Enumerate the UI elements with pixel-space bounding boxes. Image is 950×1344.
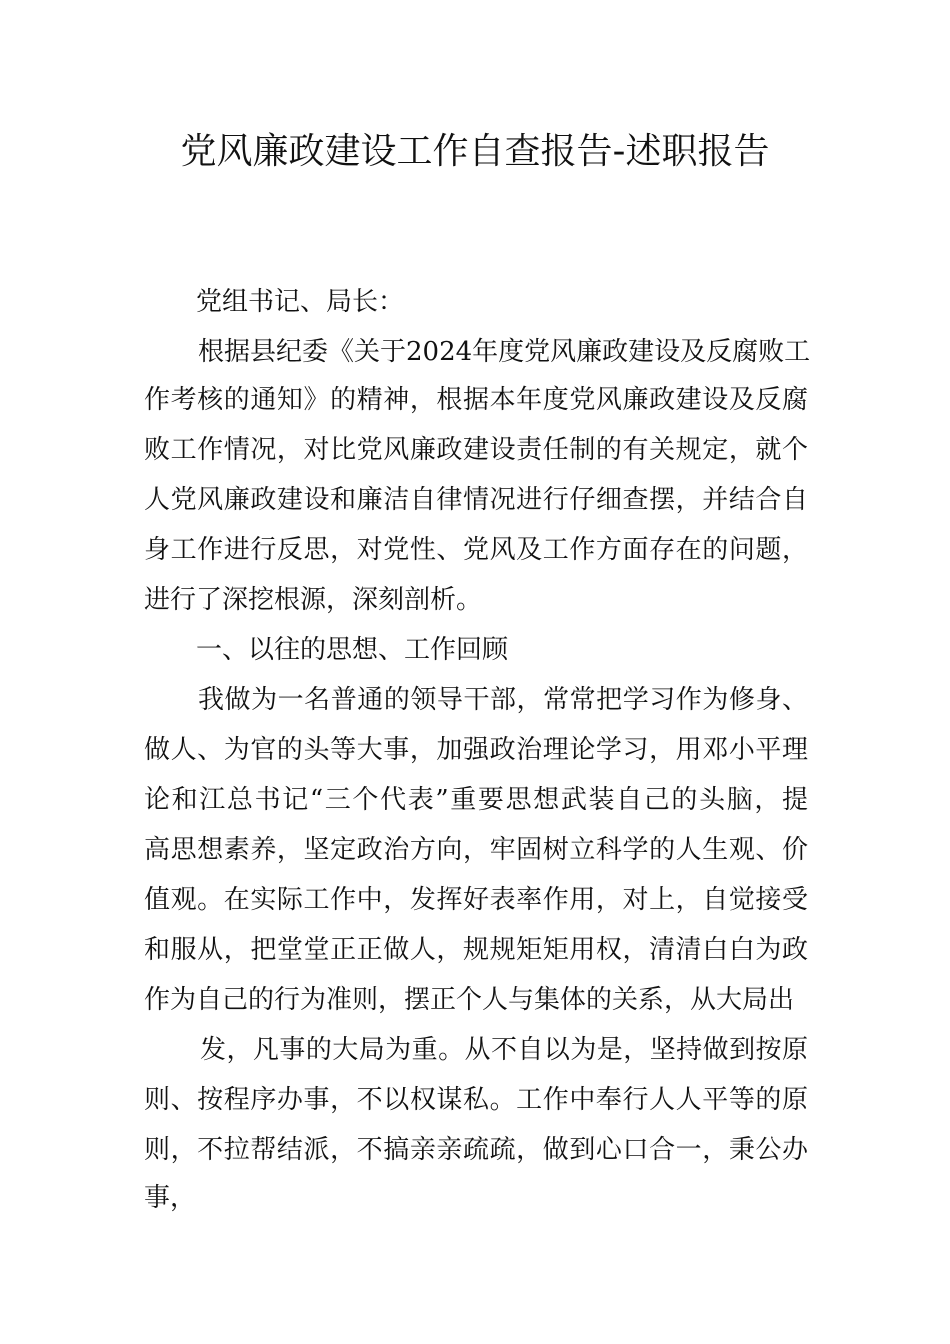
paragraph2-line-4: 高思想素养，坚定政治方向，牢固树立科学的人生观、价 [144, 835, 808, 865]
paragraph1-line-5: 身工作进行反思，对党性、党风及工作方面存在的问题， [144, 535, 808, 565]
paragraph2-line-3: 论和江总书记“三个代表”重要思想武装自己的头脑，提 [144, 785, 808, 815]
paragraph2-line-6: 和服从，把堂堂正正做人，规规矩矩用权，清清白白为政 [144, 935, 808, 965]
paragraph1-line-4: 人党风廉政建设和廉洁自律情况进行仔细查摆，并结合自 [144, 485, 808, 515]
paragraph2-line-5: 值观。在实际工作中，发挥好表率作用，对上，自觉接受 [144, 885, 808, 915]
paragraph3-line-2: 则、按程序办事，不以权谋私。工作中奉行人人平等的原 [144, 1085, 808, 1115]
section-heading: 一、以往的思想、工作回顾 [196, 635, 509, 665]
paragraph1-line-2: 作考核的通知》的精神，根据本年度党风廉政建设及反腐 [144, 385, 808, 415]
paragraph3-line-4: 事， [144, 1183, 197, 1213]
paragraph1-line-6: 进行了深挖根源，深刻剖析。 [144, 585, 483, 615]
paragraph1-line-1: 根据县纪委《关于2024年度党风廉政建设及反腐败工 [198, 337, 811, 367]
paragraph2-line-2: 做人、为官的头等大事，加强政治理论学习，用邓小平理 [144, 735, 808, 765]
paragraph1-line-3: 败工作情况，对比党风廉政建设责任制的有关规定，就个 [144, 435, 808, 465]
document-title: 党风廉政建设工作自查报告-述职报告 [180, 131, 770, 172]
paragraph3-line-1: 发，凡事的大局为重。从不自以为是，坚持做到按原 [200, 1035, 808, 1065]
paragraph2-line-1: 我做为一名普通的领导干部，常常把学习作为修身、 [198, 685, 808, 715]
paragraph2-line-7: 作为自己的行为准则，摆正个人与集体的关系，从大局出 [144, 985, 795, 1015]
salutation: 党组书记、局长： [196, 287, 405, 317]
paragraph3-line-3: 则，不拉帮结派，不搞亲亲疏疏，做到心口合一，秉公办 [144, 1135, 808, 1165]
